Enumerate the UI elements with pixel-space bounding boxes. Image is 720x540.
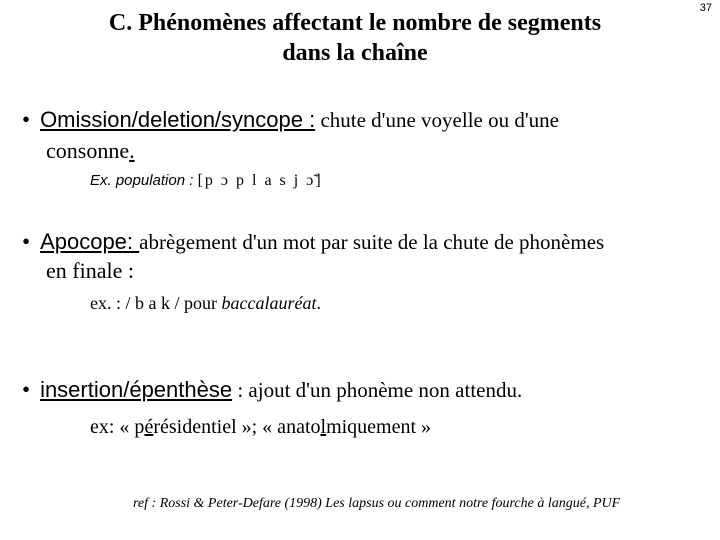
example-word: baccalauréat	[221, 293, 317, 313]
continuation-period: .	[129, 138, 135, 163]
slide-number: 37	[699, 2, 712, 14]
reference: ref : Rossi & Peter-Defare (1998) Les lapsus ou comment notre fourche à langué, PUF	[133, 496, 621, 511]
slide-title-line-1: C. Phénomènes affectant le nombre de segments	[108, 10, 602, 36]
example-underlined-2: l	[320, 416, 327, 438]
bullet-omission	[22, 106, 559, 134]
bullet-text: abrègement d'un mot par suite de la chute de phonèmes	[139, 230, 605, 254]
bullet-term: Omission/deletion/syncope :	[40, 107, 316, 132]
bullet-apocope-continuation: en finale :	[46, 258, 134, 283]
example-insertion	[90, 415, 431, 439]
example-underlined-1: é	[144, 416, 154, 438]
bullet-apocope	[22, 228, 604, 256]
bullet-term: Apocope:	[40, 229, 140, 254]
example-part-1: ex: « p	[90, 416, 145, 438]
bullet-text: : ajout d'un phonème non attendu.	[232, 378, 523, 402]
bullet-marker: •	[22, 229, 31, 254]
example-suffix: .	[316, 293, 321, 313]
continuation-text: consonne	[46, 138, 130, 163]
bullet-insertion	[22, 376, 522, 404]
example-omission	[90, 167, 323, 193]
slide-title-line-2: dans la chaîne	[282, 40, 428, 66]
example-part-2: résidentiel »; « anato	[153, 416, 321, 438]
bullet-term: insertion/épenthèse	[40, 377, 233, 402]
example-apocope	[90, 291, 321, 315]
bullet-marker: •	[22, 107, 31, 132]
example-prefix: ex. : / b a k / pour	[90, 293, 222, 313]
example-label: Ex. population :	[90, 172, 198, 189]
example-part-3: miquement »	[326, 416, 432, 438]
bullet-omission-continuation	[46, 138, 135, 164]
bullet-text: chute d'une voyelle ou d'une	[315, 108, 559, 132]
example-ipa: [p ɔ p l a s j ɔ̃]	[197, 172, 323, 189]
bullet-marker: •	[22, 377, 31, 402]
slide-title	[20, 8, 690, 68]
